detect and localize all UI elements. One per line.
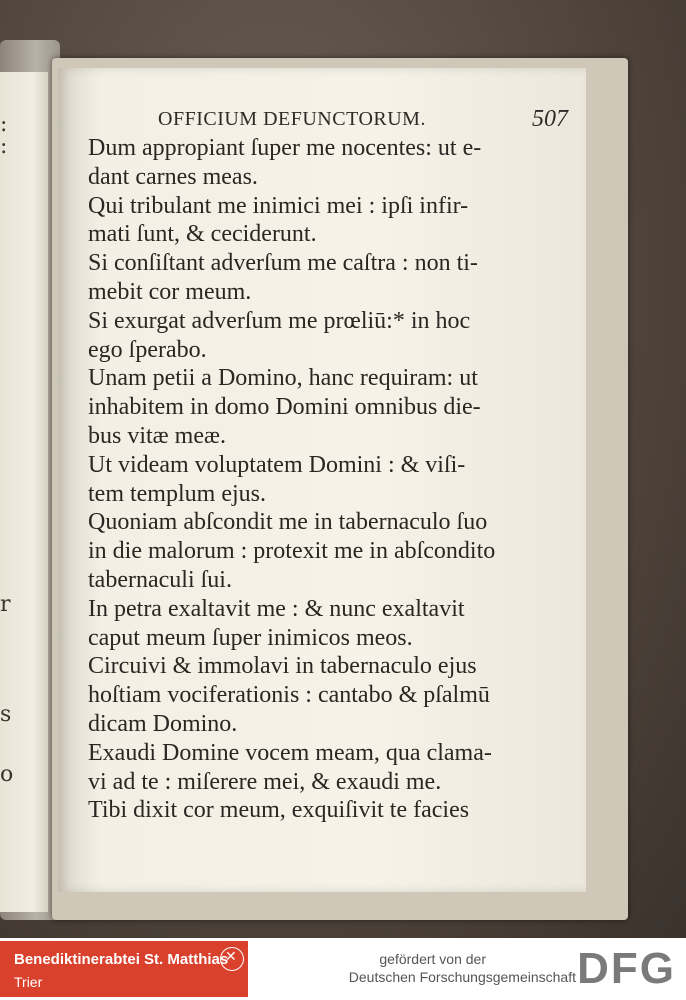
text-line: mati ſunt, & ceciderunt. <box>88 221 317 248</box>
text-line: In petra exaltavit me : & nunc exaltavit <box>88 595 465 622</box>
text-line: inhabitem in domo Domini omnibus die- <box>88 394 481 421</box>
text-line: Unam petii a Domino, hanc requiram: ut <box>88 365 478 392</box>
text-line: vi ad te : miſerere mei, & exaudi me. <box>88 768 442 795</box>
text-line: Tibi dixit cor meum, exquiſivit te facies <box>88 797 470 824</box>
text-line: bus vitæ meæ. <box>88 422 227 449</box>
text-line: Dum appropiant ſuper me nocentes: ut e- <box>88 135 482 161</box>
institution-badge[interactable] <box>0 941 248 997</box>
page-number: 507 <box>532 106 568 132</box>
institution-name: Benediktinerabtei St. Matthias <box>14 951 229 968</box>
text-line: Exaudi Domine vocem meam, qua clama- <box>88 739 492 766</box>
text-line: dant carnes meas. <box>88 163 258 190</box>
text-line: ego ſperabo. <box>88 336 207 363</box>
funding-line-1: gefördert von der <box>379 951 486 967</box>
seal-icon <box>220 947 244 971</box>
left-page-fragment: r <box>0 592 11 617</box>
running-head: OFFICIUM DEFUNCTORUM. <box>158 108 426 130</box>
text-line: caput meum ſuper inimicos meos. <box>88 624 413 651</box>
left-page-fragment: o <box>0 762 14 787</box>
text-line: Circuivi & immolavi in tabernaculo ejus <box>88 653 477 680</box>
text-line: mebit cor meum. <box>88 278 252 305</box>
left-page-fragment: : <box>0 112 8 137</box>
body-text <box>88 134 578 825</box>
text-line: Si conſiſtant adverſum me caſtra : non ti- <box>88 250 478 277</box>
text-line: tem templum ejus. <box>88 480 266 507</box>
right-page <box>58 68 586 892</box>
left-page-fragment: : <box>0 134 8 159</box>
text-line: in die malorum : protexit me in abſcondito <box>88 538 496 565</box>
institution-city: Trier <box>14 974 43 990</box>
text-line: Qui tribulant me inimici mei : ipſi infir- <box>88 192 469 219</box>
left-page-edge <box>0 72 48 912</box>
text-line: dicam Domino. <box>88 710 238 737</box>
text-line: Quoniam abſcondit me in tabernaculo ſuo <box>88 509 488 536</box>
funding-line-2: Deutschen Forschungsgemeinschaft <box>348 969 576 985</box>
text-line: Si exurgat adverſum me prœliū:* in hoc <box>88 307 471 334</box>
text-line: tabernaculi ſui. <box>88 566 232 593</box>
left-page-fragment: s <box>0 702 12 727</box>
text-line: Ut videam voluptatem Domini : & viſi- <box>88 451 466 478</box>
text-line: hoſtiam vociferationis : cantabo & pſalmū <box>88 682 490 709</box>
dfg-logo[interactable]: DFG <box>577 944 676 993</box>
footer-bar <box>0 938 686 1000</box>
